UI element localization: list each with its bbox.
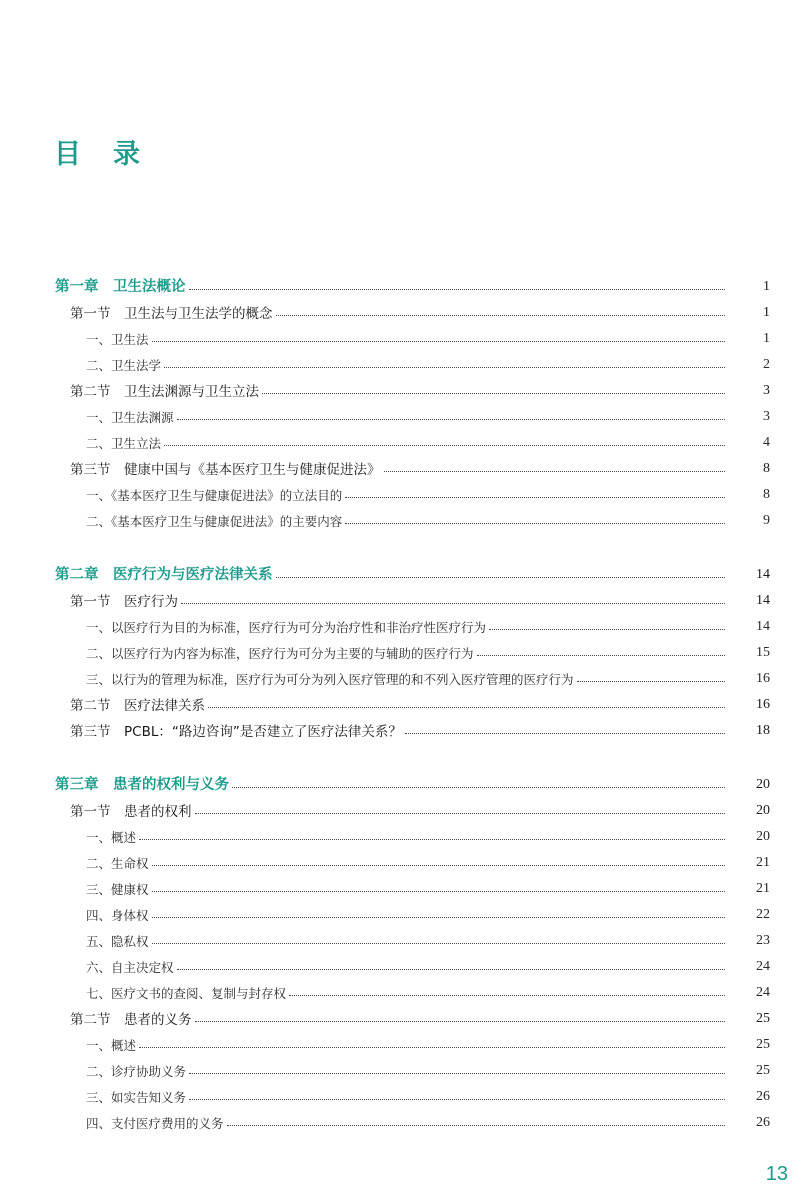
subsection-entry-label: 六、自主决定权	[86, 960, 174, 975]
subsection-entry-page: 2	[763, 357, 770, 372]
dot-leader	[152, 891, 725, 892]
subsection-entry-label: 三、健康权	[86, 882, 149, 897]
subsection-entry-label: 一、概述	[86, 830, 137, 845]
subsection-entry[interactable]	[0, 400, 800, 426]
dot-leader	[189, 289, 726, 290]
page-title: 目录	[54, 139, 172, 170]
section-entry-label: 第一节 卫生法与卫生法学的概念	[70, 306, 273, 322]
dot-leader	[227, 1125, 725, 1126]
subsection-entry[interactable]	[0, 1106, 800, 1132]
dot-leader	[289, 995, 725, 996]
section-entry-page: 8	[763, 461, 770, 476]
subsection-entry-label: 二、诊疗协助义务	[86, 1064, 187, 1079]
chapter-entry[interactable]	[0, 768, 800, 794]
dot-leader	[384, 471, 726, 472]
section-entry[interactable]	[0, 374, 800, 400]
subsection-entry[interactable]	[0, 820, 800, 846]
dot-leader	[208, 707, 725, 708]
section-entry[interactable]	[0, 794, 800, 820]
subsection-entry[interactable]	[0, 924, 800, 950]
section-entry[interactable]	[0, 452, 800, 478]
section-entry[interactable]	[0, 1002, 800, 1028]
section-entry-label: 第一节 医疗行为	[70, 594, 178, 610]
subsection-entry-label: 一、卫生法	[86, 332, 149, 347]
chapter-entry-page: 20	[756, 777, 770, 792]
subsection-entry-page: 21	[756, 881, 770, 896]
section-entry-label: 第二节 医疗法律关系	[70, 698, 205, 714]
subsection-entry-page: 23	[756, 933, 770, 948]
dot-leader	[152, 917, 725, 918]
subsection-entry-page: 24	[756, 959, 770, 974]
dot-leader	[477, 655, 725, 656]
subsection-entry[interactable]	[0, 976, 800, 1002]
subsection-entry-label: 一、概述	[86, 1038, 137, 1053]
dot-leader	[345, 497, 725, 498]
section-entry-label: 第二节 患者的义务	[70, 1012, 192, 1028]
dot-leader	[164, 445, 725, 446]
subsection-entry[interactable]	[0, 636, 800, 662]
dot-leader	[195, 1021, 726, 1022]
subsection-entry-label: 三、如实告知义务	[86, 1090, 187, 1105]
dot-leader	[489, 629, 725, 630]
subsection-entry-page: 4	[763, 435, 770, 450]
section-entry-page: 14	[756, 593, 770, 608]
subsection-entry[interactable]	[0, 950, 800, 976]
subsection-entry[interactable]	[0, 898, 800, 924]
subsection-entry-page: 9	[763, 513, 770, 528]
subsection-entry[interactable]	[0, 1028, 800, 1054]
section-entry-page: 18	[756, 723, 770, 738]
table-of-contents	[0, 270, 800, 1160]
subsection-entry-page: 25	[756, 1037, 770, 1052]
subsection-entry[interactable]	[0, 478, 800, 504]
dot-leader	[232, 787, 725, 788]
subsection-entry-label: 四、支付医疗费用的义务	[86, 1116, 224, 1131]
section-entry-label: 第二节 卫生法渊源与卫生立法	[70, 384, 259, 400]
subsection-entry-label: 二、生命权	[86, 856, 149, 871]
dot-leader	[345, 523, 725, 524]
section-entry-label: 第三节 PCBL：“路边咨询”是否建立了医疗法律关系？	[70, 724, 402, 740]
chapter-block	[0, 768, 800, 1132]
dot-leader	[195, 813, 726, 814]
dot-leader	[139, 1047, 725, 1048]
section-entry-label: 第一节 患者的权利	[70, 804, 192, 820]
subsection-entry-page: 1	[763, 331, 770, 346]
dot-leader	[276, 577, 726, 578]
dot-leader	[262, 393, 725, 394]
subsection-entry-label: 二、卫生法学	[86, 358, 162, 373]
section-entry-page: 20	[756, 803, 770, 818]
subsection-entry-label: 一、卫生法渊源	[86, 410, 174, 425]
subsection-entry[interactable]	[0, 1054, 800, 1080]
subsection-entry-label: 四、身体权	[86, 908, 149, 923]
page-number: 13	[765, 1163, 788, 1185]
subsection-entry-label: 一、以医疗行为目的为标准，医疗行为可分为治疗性和非治疗性医疗行为	[86, 620, 487, 635]
dot-leader	[177, 969, 725, 970]
section-entry-page: 25	[756, 1011, 770, 1026]
chapter-entry[interactable]	[0, 558, 800, 584]
section-entry[interactable]	[0, 688, 800, 714]
subsection-entry[interactable]	[0, 322, 800, 348]
dot-leader	[177, 419, 725, 420]
subsection-entry-page: 24	[756, 985, 770, 1000]
subsection-entry-page: 14	[756, 619, 770, 634]
section-entry[interactable]	[0, 296, 800, 322]
dot-leader	[577, 681, 725, 682]
subsection-entry-label: 二、以医疗行为内容为标准，医疗行为可分为主要的与辅助的医疗行为	[86, 646, 474, 661]
chapter-entry-page: 1	[763, 279, 770, 294]
subsection-entry-page: 3	[763, 409, 770, 424]
subsection-entry-page: 26	[756, 1115, 770, 1130]
subsection-entry-page: 15	[756, 645, 770, 660]
section-entry[interactable]	[0, 714, 800, 740]
dot-leader	[276, 315, 726, 316]
subsection-entry-page: 16	[756, 671, 770, 686]
chapter-entry-page: 14	[756, 567, 770, 582]
subsection-entry-label: 三、以行为的管理为标准，医疗行为可分为列入医疗管理的和不列入医疗管理的医疗行为	[86, 672, 574, 687]
chapter-block	[0, 270, 800, 530]
subsection-entry[interactable]	[0, 872, 800, 898]
section-entry-page: 1	[763, 305, 770, 320]
dot-leader	[189, 1073, 725, 1074]
subsection-entry-page: 20	[756, 829, 770, 844]
dot-leader	[405, 733, 725, 734]
section-entry[interactable]	[0, 584, 800, 610]
subsection-entry-label: 二、卫生立法	[86, 436, 162, 451]
subsection-entry[interactable]	[0, 1080, 800, 1106]
section-entry-label: 第三节 健康中国与《基本医疗卫生与健康促进法》	[70, 462, 381, 478]
subsection-entry-label: 五、隐私权	[86, 934, 149, 949]
chapter-entry-label: 第一章 卫生法概论	[55, 279, 186, 295]
section-entry-page: 3	[763, 383, 770, 398]
subsection-entry[interactable]	[0, 348, 800, 374]
subsection-entry-label: 二、《基本医疗卫生与健康促进法》的主要内容	[86, 514, 343, 529]
subsection-entry[interactable]	[0, 426, 800, 452]
subsection-entry[interactable]	[0, 846, 800, 872]
dot-leader	[152, 943, 725, 944]
chapter-entry-label: 第二章 医疗行为与医疗法律关系	[55, 567, 273, 583]
subsection-entry[interactable]	[0, 610, 800, 636]
dot-leader	[181, 603, 725, 604]
subsection-entry-page: 8	[763, 487, 770, 502]
dot-leader	[152, 341, 725, 342]
subsection-entry-label: 一、《基本医疗卫生与健康促进法》的立法目的	[86, 488, 343, 503]
dot-leader	[164, 367, 725, 368]
dot-leader	[189, 1099, 725, 1100]
chapter-entry-label: 第三章 患者的权利与义务	[55, 777, 229, 793]
subsection-entry-page: 22	[756, 907, 770, 922]
subsection-entry-page: 26	[756, 1089, 770, 1104]
subsection-entry-page: 21	[756, 855, 770, 870]
chapter-block	[0, 558, 800, 740]
subsection-entry-page: 25	[756, 1063, 770, 1078]
section-entry-page: 16	[756, 697, 770, 712]
subsection-entry[interactable]	[0, 504, 800, 530]
subsection-entry[interactable]	[0, 662, 800, 688]
dot-leader	[152, 865, 725, 866]
subsection-entry-label: 七、医疗文书的查阅、复制与封存权	[86, 986, 287, 1001]
dot-leader	[139, 839, 725, 840]
chapter-entry[interactable]	[0, 270, 800, 296]
